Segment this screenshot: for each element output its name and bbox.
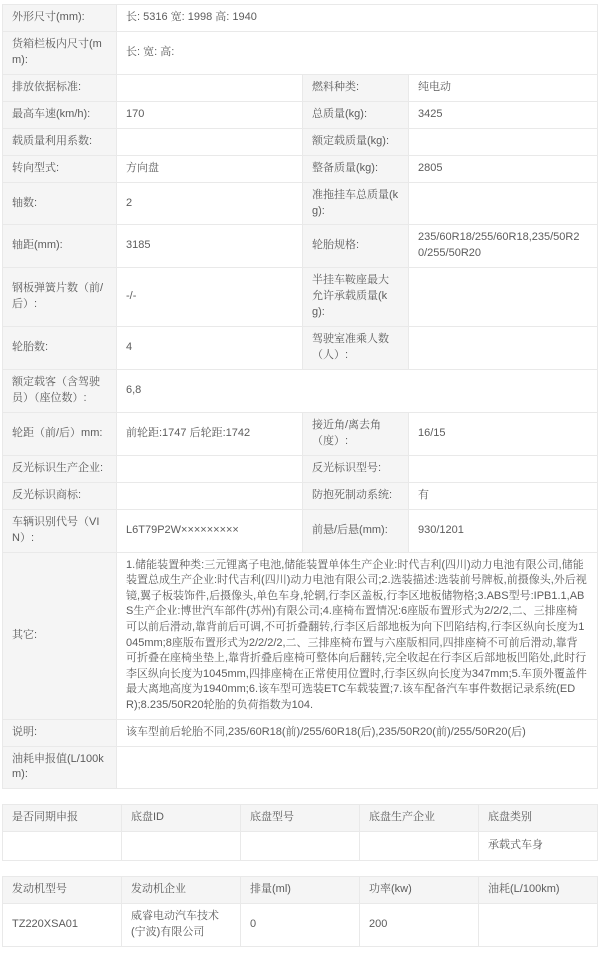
chassis-header-row (3, 805, 598, 832)
spec-value (117, 128, 303, 155)
vehicle-spec-table-body (3, 5, 598, 789)
spec-row (3, 455, 598, 482)
spec-value: 3425 (409, 101, 598, 128)
spec-row (3, 5, 598, 32)
chassis-row-cell (122, 832, 241, 861)
spec-row (3, 482, 598, 509)
spec-row (3, 128, 598, 155)
spec-label: 轮胎数: (3, 327, 117, 370)
spec-value: 4 (117, 327, 303, 370)
spec-value (117, 74, 303, 101)
spec-label: 钢板弹簧片数（前/后）: (3, 268, 117, 327)
spec-value: 纯电动 (409, 74, 598, 101)
spec-value: 235/60R18/255/60R18,235/50R20/255/50R20 (409, 225, 598, 268)
spec-label: 防抱死制动系统: (303, 482, 409, 509)
spec-label: 燃料种类: (303, 74, 409, 101)
engine-column-header: 排量(ml) (241, 877, 360, 904)
engine-column-header: 发动机企业 (122, 877, 241, 904)
engine-table (2, 876, 598, 947)
chassis-table (2, 804, 598, 861)
spec-row (3, 509, 598, 552)
spec-row (3, 182, 598, 225)
spec-value (409, 327, 598, 370)
spec-label: 其它: (3, 552, 117, 719)
engine-header-row (3, 877, 598, 904)
spec-label: 接近角/离去角（度）: (303, 412, 409, 455)
spec-value (409, 455, 598, 482)
spec-value: 2 (117, 182, 303, 225)
spec-label: 额定载质量(kg): (303, 128, 409, 155)
engine-table-body (3, 904, 598, 947)
spec-label: 排放依据标准: (3, 74, 117, 101)
spec-value: 930/1201 (409, 509, 598, 552)
engine-row-cell (479, 904, 598, 947)
spec-row (3, 412, 598, 455)
spec-label: 反光标识商标: (3, 482, 117, 509)
spec-label: 轮胎规格: (303, 225, 409, 268)
spec-row (3, 370, 598, 413)
spec-row (3, 327, 598, 370)
spec-label: 轴距(mm): (3, 225, 117, 268)
spec-label: 准拖挂车总质量(kg): (303, 182, 409, 225)
spec-row (3, 552, 598, 719)
chassis-column-header: 底盘生产企业 (360, 805, 479, 832)
chassis-column-header: 底盘类别 (479, 805, 598, 832)
spec-value: -/- (117, 268, 303, 327)
spec-value: 16/15 (409, 412, 598, 455)
spec-value (117, 455, 303, 482)
spec-label: 整备质量(kg): (303, 155, 409, 182)
engine-column-header: 油耗(L/100km) (479, 877, 598, 904)
spec-label: 外形尺寸(mm): (3, 5, 117, 32)
spec-value (117, 746, 598, 789)
spec-label: 轴数: (3, 182, 117, 225)
spec-value: 长: 宽: 高: (117, 31, 598, 74)
spec-label: 载质量利用系数: (3, 128, 117, 155)
spec-value (117, 482, 303, 509)
spec-row (3, 155, 598, 182)
spec-value: 1.储能装置种类:三元锂离子电池,储能装置单体生产企业:时代吉利(四川)动力电池有限公司,储能装置总成生产企业:时代吉利(四川)动力电池有限公司;2.选装描述:选装前号牌板,前摄像头,外后视镜,翼子板装饰件,后摄像头,单色车身,轮辋,行李区盖板,行李区地板储物格;3.ABS型号:IPB1.1,ABS生产企业:博世汽车部件(苏州)有限公司;4.座椅布置情况:6座版布置形式为2/2/2,二、三排座椅可以前后滑动,靠背前后可调,不可折叠翻转,行李区后部地板为向下凹陷结构,行李区纵向长度为1045mm;8座版布置形式为2/2/2/2,二、三排座椅布置与六座版相同,四排座椅不可前后滑动,靠背可折叠在座椅坐垫上,靠背折叠后座椅可整体向后翻转,完全收起在行李区后部地板凹陷处,此时行李区纵向长度为1045mm,四排座椅在正常使用位置时,行李区纵向长度为347mm;5.车顶外覆盖件最大离地高度为1940mm;6.该车型可选装ETC车载装置;7.该车配备汽车事件数据记录系统(EDR);8.235/50R20轮胎的负荷指数为104. (117, 552, 598, 719)
spec-value (409, 182, 598, 225)
spec-value (409, 268, 598, 327)
spec-row (3, 74, 598, 101)
engine-row-cell: 威睿电动汽车技术(宁波)有限公司 (122, 904, 241, 947)
spec-row (3, 225, 598, 268)
engine-row-cell: 0 (241, 904, 360, 947)
spec-value: 长: 5316 宽: 1998 高: 1940 (117, 5, 598, 32)
chassis-column-header: 是否同期申报 (3, 805, 122, 832)
spec-row (3, 31, 598, 74)
spec-value: 6,8 (117, 370, 598, 413)
chassis-row-cell (360, 832, 479, 861)
chassis-column-header: 底盘ID (122, 805, 241, 832)
engine-column-header: 发动机型号 (3, 877, 122, 904)
spec-label: 说明: (3, 719, 117, 746)
chassis-column-header: 底盘型号 (241, 805, 360, 832)
spec-label: 反光标识型号: (303, 455, 409, 482)
engine-row-cell: TZ220XSA01 (3, 904, 122, 947)
spec-row (3, 746, 598, 789)
spec-label: 总质量(kg): (303, 101, 409, 128)
spec-value: 方向盘 (117, 155, 303, 182)
spec-label: 反光标识生产企业: (3, 455, 117, 482)
spec-label: 额定载客（含驾驶员）（座位数）: (3, 370, 117, 413)
chassis-row-cell: 承载式车身 (479, 832, 598, 861)
spec-label: 货箱栏板内尺寸(mm): (3, 31, 117, 74)
spec-value: 3185 (117, 225, 303, 268)
spec-label: 最高车速(km/h): (3, 101, 117, 128)
spec-value (409, 128, 598, 155)
engine-column-header: 功率(kw) (360, 877, 479, 904)
spec-value: L6T79P2W××××××××× (117, 509, 303, 552)
spec-label: 前悬/后悬(mm): (303, 509, 409, 552)
chassis-table-body (3, 832, 598, 861)
engine-row (3, 904, 598, 947)
engine-row-cell: 200 (360, 904, 479, 947)
spec-value: 前轮距:1747 后轮距:1742 (117, 412, 303, 455)
spec-value: 该车型前后轮胎不同,235/60R18(前)/255/60R18(后),235/50R20(前)/255/50R20(后) (117, 719, 598, 746)
spec-label: 驾驶室准乘人数（人）: (303, 327, 409, 370)
vehicle-spec-table (2, 4, 598, 789)
chassis-row-cell (3, 832, 122, 861)
spec-label: 转向型式: (3, 155, 117, 182)
spec-row (3, 268, 598, 327)
spec-label: 轮距（前/后）mm: (3, 412, 117, 455)
spec-label: 油耗申报值(L/100km): (3, 746, 117, 789)
chassis-row-cell (241, 832, 360, 861)
spec-value: 2805 (409, 155, 598, 182)
spec-value: 170 (117, 101, 303, 128)
spec-row (3, 101, 598, 128)
spec-value: 有 (409, 482, 598, 509)
spec-row (3, 719, 598, 746)
spec-label: 半挂车鞍座最大允许承载质量(kg): (303, 268, 409, 327)
chassis-row (3, 832, 598, 861)
spec-label: 车辆识别代号（VIN）: (3, 509, 117, 552)
